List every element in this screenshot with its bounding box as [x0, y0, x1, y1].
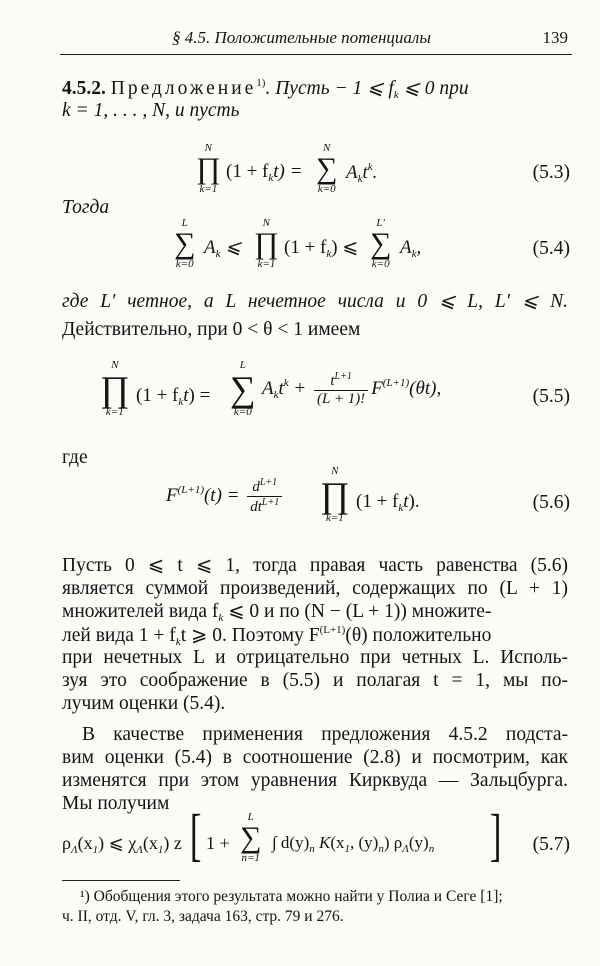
- paragraph-line: Пусть 0 ⩽ t ⩽ 1, тогда правая часть равенства (5.6): [62, 555, 568, 576]
- sum-operator: L ∑ n=1: [240, 811, 262, 864]
- product-operator: N ∏ k=1: [100, 359, 130, 418]
- page-number: 139: [542, 28, 568, 47]
- footnote-rule: [62, 880, 180, 881]
- running-title: § 4.5. Положительные потенциалы: [172, 28, 431, 47]
- right-bracket: ]: [489, 802, 502, 867]
- gde-label: где: [62, 447, 88, 468]
- paragraph-line: лей вида $1 + f_kt$ ⩾ 0. Поэтому $F^{(L+1)}(\theta)$ положительно: [62, 624, 492, 648]
- proposition-line-2: k = 1, . . . , N, и пусть: [62, 100, 240, 121]
- proposition-text: . Пусть − 1 ⩽ f: [265, 78, 394, 99]
- paragraph-line: лучим оценки (5.4).: [62, 693, 226, 714]
- paragraph-line: при нечетных L и отрицательно при четных L. Исполь-: [62, 647, 568, 668]
- footnote-mark: 1): [256, 77, 266, 89]
- togda-label: Тогда: [62, 197, 110, 218]
- paragraph-line: зуя это соображение в (5.5) и полагая t = 1, мы по-: [62, 670, 568, 691]
- paragraph-line: множителей вида $f_k$ ⩽ 0 и по (N − (L + 1)) множите-: [62, 601, 492, 624]
- paragraph-line: В качестве применения предложения 4.5.2 подста-: [82, 724, 568, 745]
- proposition-word: Предложение: [110, 78, 257, 99]
- book-page: § 4.5. Положительные потенциалы 139 4.5.2. Предложение$^{1)}$. Пусть − 1 ⩽ $f_k$ ⩽ 0 при k = 1, . . . , N, и пусть N ∏ k=1 $(1 + f_kt)$ = N ∑ k=0 $A_kt^k$. (5.3) Тогда L ∑ k=0 $A_k$ ⩽ N ∏ k=1 $(1 + f_k)$ ⩽ L′ ∑ k=0 $A_k$, (5.4) где L′ четное, а L нечетное числа и 0 ⩽ L, L′ ⩽ N. Действительно, при 0 < θ < 1 имеем N ∏ k=1 $(1 + f_kt)$ = L ∑ k=0 $A_kt^k$ + $\frac{t^{L+1}}{(L + 1)!}$ $F^{(L+1)}(\theta t)$, (5.5) где $F^{(L+1)}(t)$ = $\frac{d^{L+1}}{dt^{L+1}}$ N ∏ k=1 $(1 + f_kt)$. (5.6) Пусть 0 ⩽ t ⩽ 1, тогда правая часть равенства (5.6) является суммой произведений, содержащих по (L + 1) множителей вида $f_k$ ⩽ 0 и по (N − (L + 1)) множите- лей вида $1 + f_kt$ ⩾ 0. Поэтому $F^{(L+1)}(\theta)$ положительно при нечетных L и отрицательно при четных L. Исполь- зуя это соображение в (5.5) и полагая t = 1, мы по- лучим оценки (5.4). В качестве применения предложения 4.5.2 подста- вим оценки (5.4) в соотношение (2.8) и посмотрим, как изменятся при этом уравнения Кирквуда — Зальцбурга. Мы получим $\rho_\Lambda(x_1)$ ⩽ $\chi_\Lambda(x_1)$ z [ 1 + L ∑ n=1 ∫ $d(y)_n$ $K(x_1$, $(y)_n$) $\rho_\Lambda(y)_n$ ] (5.7) ¹) Обобщения этого результата можно найти у Полиа и Сеге [1]; ч. II, отд. V, гл. 3, задача 163, стр. 79 и 276.: [62, 28, 570, 925]
- sum-operator: L ∑ k=0: [174, 217, 196, 270]
- equation-number: (5.7): [532, 834, 570, 855]
- equation-number: (5.4): [532, 238, 570, 259]
- equation-number: (5.6): [532, 492, 570, 513]
- footnote-line-2: ч. II, отд. V, гл. 3, задача 163, стр. 79 и 276.: [62, 908, 344, 925]
- equation-number: (5.3): [532, 162, 570, 183]
- left-bracket: [: [189, 802, 202, 867]
- proposition-text-end: ⩽ 0 при: [398, 78, 469, 99]
- equation-number: (5.5): [532, 386, 570, 407]
- indeed-text: Действительно, при 0 < θ < 1 имеем: [62, 319, 361, 340]
- paragraph-line: Мы получим: [62, 793, 170, 814]
- page-header: [60, 28, 572, 55]
- paragraph-line: вим оценки (5.4) в соотношение (2.8) и посмотрим, как: [62, 747, 568, 768]
- sum-operator: L′ ∑ k=0: [370, 217, 392, 270]
- sum-operator: N ∑ k=0: [316, 142, 338, 195]
- product-operator: N ∏ k=1: [320, 465, 350, 524]
- paragraph-line: является суммой произведений, содержащих по (L + 1): [62, 578, 568, 599]
- condition-text: где L′ четное, а L нечетное числа и 0 ⩽ L, L′ ⩽ N.: [62, 291, 568, 312]
- paragraph-line: изменятся при этом уравнения Кирквуда — Зальцбурга.: [62, 770, 568, 791]
- proposition-line-1: 4.5.2. Предложение$^{1)}$. Пусть − 1 ⩽ $f_k$ ⩽ 0 при: [62, 77, 469, 101]
- product-operator: N ∏ k=1: [196, 142, 221, 195]
- sum-operator: L ∑ k=0: [230, 359, 256, 418]
- footnote-line-1: ¹) Обобщения этого результата можно найти у Полиа и Сеге [1];: [80, 888, 503, 905]
- product-operator: N ∏ k=1: [254, 217, 279, 270]
- proposition-label: 4.5.2.: [62, 78, 106, 99]
- proposition-line-2-text: = 1, . . . , N, и пусть: [75, 100, 240, 121]
